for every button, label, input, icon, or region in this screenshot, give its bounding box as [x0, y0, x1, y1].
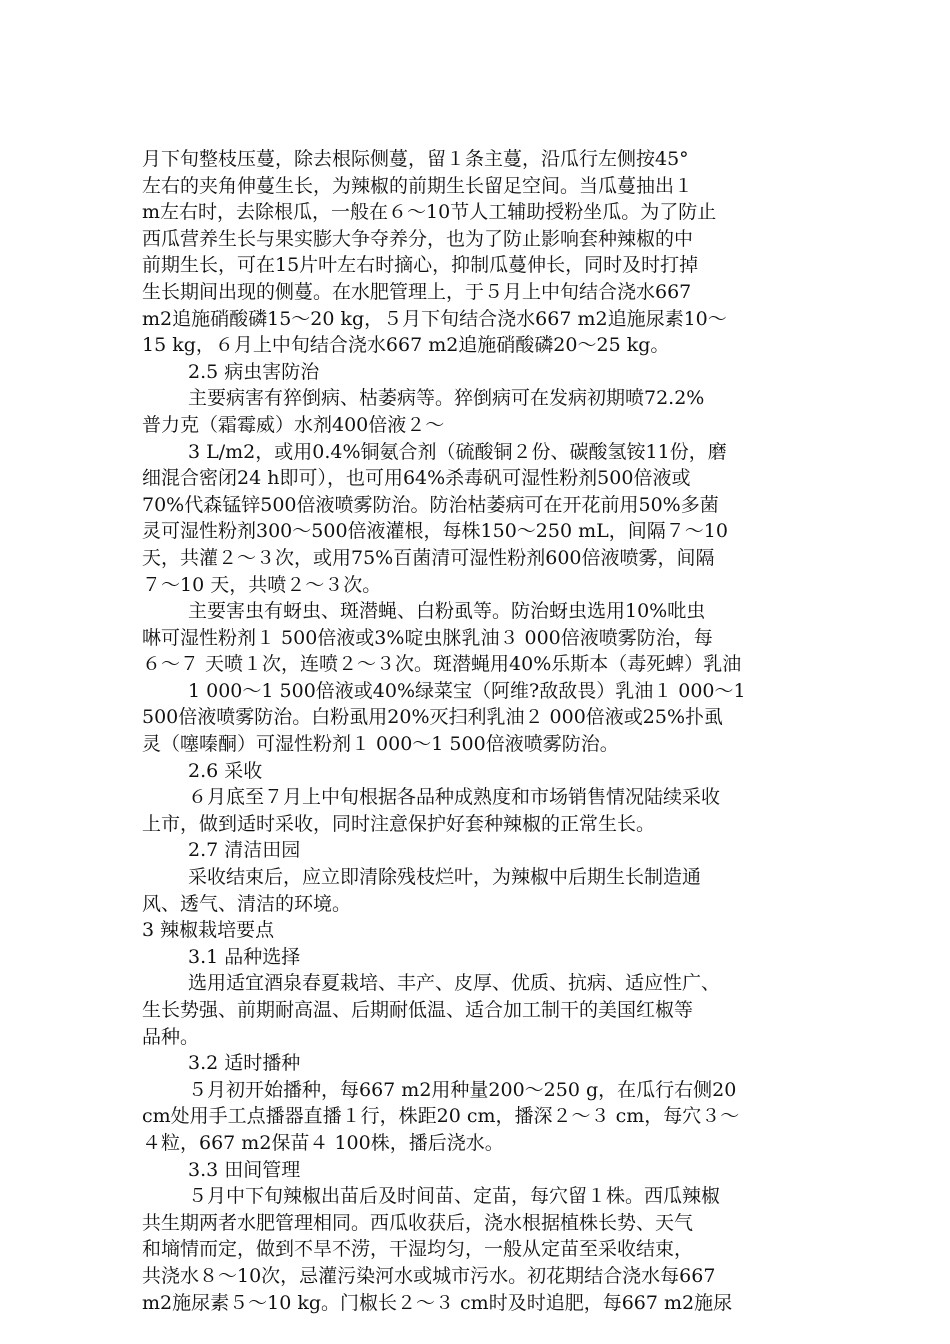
text-line: 3 L/m2，或用0.4%铜氨合剂（硫酸铜２份、碳酸氢铵11份，磨	[188, 440, 727, 463]
text-line: 3.2 适时播种	[188, 1052, 301, 1075]
text-line: 上市，做到适时采收，同时注意保护好套种辣椒的正常生长。	[142, 812, 656, 835]
text-line: 3 辣椒栽培要点	[142, 919, 275, 942]
text-line: 主要病害有猝倒病、枯萎病等。猝倒病可在发病初期喷72.2%	[188, 387, 705, 410]
text-line: 2.5 病虫害防治	[188, 360, 320, 383]
text-line: m2施尿素５～10 kg。门椒长２～３ cm时及时追肥，每667 m2施尿	[142, 1291, 733, 1314]
text-line: 选用适宜酒泉春夏栽培、丰产、皮厚、优质、抗病、适应性广、	[188, 972, 721, 995]
text-line: 普力克（霜霉威）水剂400倍液２～	[142, 413, 445, 436]
text-line: 细混合密闭24 h即可），也可用64%杀毒矾可湿性粉剂500倍液或	[142, 467, 691, 490]
text-line: 品种。	[142, 1025, 200, 1048]
text-line: 70%代森锰锌500倍液喷雾防治。防治枯萎病可在开花前用50%多菌	[142, 493, 719, 516]
text-line: 左右的夹角伸蔓生长，为辣椒的前期生长留足空间。当瓜蔓抽出１	[142, 174, 694, 197]
text-line: 生长期间出现的侧蔓。在水肥管理上，于５月上中旬结合浇水667	[142, 280, 692, 303]
text-line: 月下旬整枝压蔓，除去根际侧蔓，留１条主蔓，沿瓜行左侧按45°	[142, 148, 689, 170]
text-line: 3.1 品种选择	[188, 945, 301, 968]
text-line: 15 kg，６月上中旬结合浇水667 m2追施硝酸磷20～25 kg。	[142, 334, 670, 357]
text-line: ５月初开始播种，每667 m2用种量200～250 g，在瓜行右侧20	[188, 1078, 737, 1101]
text-line: 采收结束后，应立即清除残枝烂叶，为辣椒中后期生长制造通	[188, 866, 702, 889]
text-line: ７～10 天，共喷２～３次。	[142, 573, 382, 596]
text-line: ４粒，667 m2保苗４ 100株，播后浇水。	[142, 1131, 504, 1154]
text-line: cm处用手工点播器直播１行，株距20 cm，播深２～３ cm，每穴３～	[142, 1105, 740, 1128]
text-line: 共浇水８～10次，忌灌污染河水或城市污水。初花期结合浇水每667	[142, 1264, 716, 1287]
document-page	[142, 146, 817, 1316]
text-line: m左右时，去除根瓜，一般在６～10节人工辅助授粉坐瓜。为了防止	[142, 201, 717, 224]
text-line: 前期生长，可在15片叶左右时摘心，抑制瓜蔓伸长，同时及时打掉	[142, 254, 699, 277]
text-line: 灵（噻嗪酮）可湿性粉剂１ 000～1 500倍液喷雾防治。	[142, 733, 619, 756]
text-line: 西瓜营养生长与果实膨大争夺养分，也为了防止影响套种辣椒的中	[142, 227, 694, 250]
text-line: 1 000～1 500倍液或40%绿菜宝（阿维?敌敌畏）乳油１ 000～1	[188, 679, 746, 702]
text-line: 500倍液喷雾防治。白粉虱用20%灭扫利乳油２ 000倍液或25%扑虱	[142, 706, 724, 729]
text-line: 灵可湿性粉剂300～500倍液灌根，每株150～250 mL，间隔７～10	[142, 520, 728, 543]
text-line: 2.7 清洁田园	[188, 839, 301, 862]
text-line: 风、透气、清洁的环境。	[142, 892, 352, 915]
text-line: 2.6 采收	[188, 759, 263, 782]
text-line: 啉可湿性粉剂１ 500倍液或3%啶虫脒乳油３ 000倍液喷雾防治，每	[142, 626, 713, 649]
text-line: 和墒情而定，做到不旱不涝，干湿均匀，一般从定苗至采收结束，	[142, 1238, 694, 1261]
text-line: 3.3 田间管理	[188, 1158, 301, 1181]
text-line: 生长势强、前期耐高温、后期耐低温、适合加工制干的美国红椒等	[142, 999, 694, 1021]
text-line: ５月中下旬辣椒出苗后及时间苗、定苗，每穴留１株。西瓜辣椒	[188, 1185, 721, 1208]
text-line: m2追施硝酸磷15～20 kg，５月下旬结合浇水667 m2追施尿素10～	[142, 307, 727, 330]
text-line: ６～７ 天喷１次，连喷２～３次。斑潜蝇用40%乐斯本（毒死蜱）乳油	[142, 653, 742, 676]
text-line: 共生期两者水肥管理相同。西瓜收获后，浇水根据植株长势、天气	[142, 1211, 694, 1234]
text-line: 天，共灌２～３次，或用75%百菌清可湿性粉剂600倍液喷雾，间隔	[142, 546, 715, 569]
text-line: 主要害虫有蚜虫、斑潜蝇、白粉虱等。防治蚜虫选用10%吡虫	[188, 600, 706, 623]
text-line: ６月底至７月上中旬根据各品种成熟度和市场销售情况陆续采收	[188, 786, 721, 809]
